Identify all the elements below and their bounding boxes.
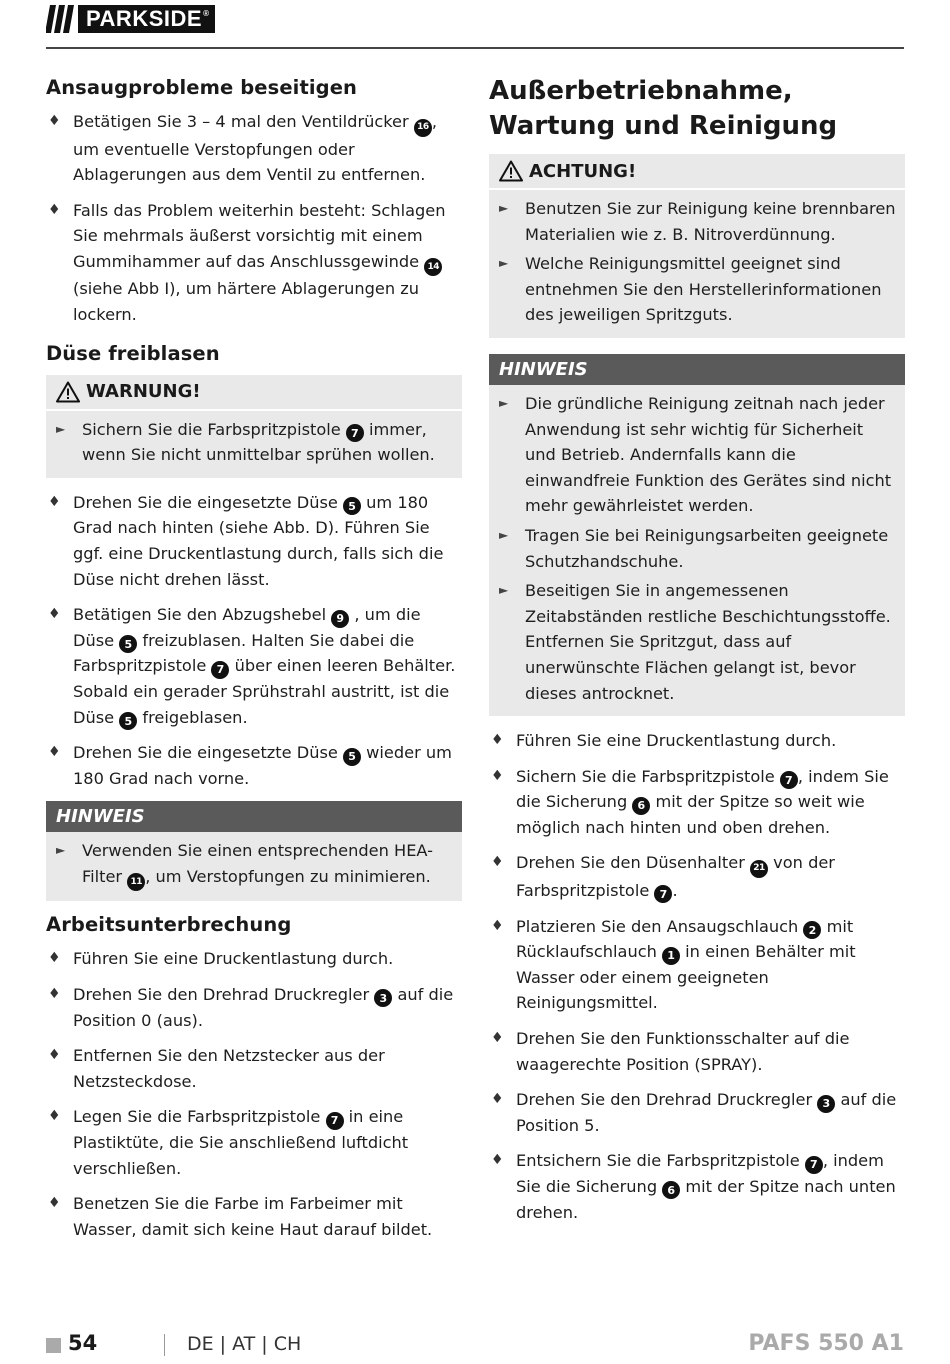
diamond-bullet-icon: ♦ <box>491 732 504 749</box>
list-item-text: Drehen Sie den Drehrad Druckregler <box>516 1090 818 1110</box>
list-item-text: über einen leeren Behälter. Sobald ein gerader Sprühstrahl austritt, ist die Düse <box>73 656 456 727</box>
diamond-bullet-icon: ♦ <box>48 985 61 1002</box>
section-title-arbeitsunterbrechung: Arbeitsunterbrechung <box>46 913 292 937</box>
caution-box <box>489 154 905 338</box>
list-item-text: Betätigen Sie den Abzugshebel <box>73 605 332 625</box>
list-item <box>46 198 462 328</box>
section-title-duese-freiblasen: Düse freiblasen <box>46 341 220 365</box>
part-number-badge: 6 <box>662 1181 680 1199</box>
country-codes: DE | AT | CH <box>187 1333 302 1355</box>
footer-square-icon <box>46 1338 61 1353</box>
list-item-text: Drehen Sie den Funktionsschalter auf die waagerechte Position (SPRAY). <box>516 1028 850 1074</box>
warning-header <box>46 375 462 411</box>
list-item-text: um 180 Grad nach hinten (siehe Abb. D). Führen Sie ggf. eine Druckentlastung durch, falls sich die Düse nicht drehen lässt. <box>73 492 444 589</box>
list-item-text: Führen Sie eine Druckentlastung durch. <box>516 731 837 751</box>
list-item-text: freigeblasen. <box>137 707 248 727</box>
part-number-badge: 6 <box>632 797 650 815</box>
list-item <box>46 1191 462 1242</box>
arrow-bullet-icon: ► <box>499 395 509 410</box>
list-item <box>46 838 462 891</box>
arrow-bullet-icon: ► <box>499 201 509 215</box>
list-ansaugprobleme <box>46 109 462 328</box>
list-item <box>489 764 905 841</box>
header-divider <box>46 47 904 49</box>
diamond-bullet-icon: ♦ <box>48 1047 61 1064</box>
list-item <box>489 850 905 903</box>
list-item-text: , indem Sie die Sicherung <box>516 1151 884 1196</box>
list-item <box>46 1104 462 1181</box>
part-number-badge: 9 <box>331 610 349 628</box>
hint-header-left: HINWEIS <box>46 801 462 832</box>
list-item <box>46 490 462 592</box>
list-item-text: auf die Position 5. <box>516 1090 897 1135</box>
diamond-bullet-icon: ♦ <box>48 1195 61 1212</box>
list-item-text: Sichern Sie die Farbspritzpistole <box>82 419 346 439</box>
warning-list <box>46 411 462 468</box>
arrow-bullet-icon: ► <box>499 527 509 542</box>
list-item <box>489 578 905 706</box>
diamond-bullet-icon: ♦ <box>491 1029 504 1046</box>
list-item-text: Benetzen Sie die Farbe im Farbeimer mit Wasser, damit sich keine Haut darauf bildet. <box>73 1194 433 1239</box>
list-item <box>489 1087 905 1138</box>
list-item-text: Drehen Sie den Drehrad Druckregler <box>73 984 375 1004</box>
part-number-badge: 16 <box>414 119 432 137</box>
list-item <box>489 1026 905 1077</box>
diamond-bullet-icon: ♦ <box>491 1091 504 1108</box>
registered-mark: ® <box>203 9 210 18</box>
list-item-text: Legen Sie die Farbspritzpistole <box>73 1107 326 1127</box>
part-number-badge: 2 <box>803 921 821 939</box>
part-number-badge: 7 <box>211 661 229 679</box>
hint-header-right: HINWEIS <box>489 354 905 385</box>
footer-separator <box>164 1334 165 1356</box>
list-item-text: Drehen Sie die eingesetzte Düse <box>73 492 344 512</box>
parkside-logo <box>46 4 215 34</box>
brand-name: PARKSIDE <box>86 6 203 31</box>
diamond-bullet-icon: ♦ <box>491 854 504 871</box>
list-arbeitsunterbrechung <box>46 946 462 1242</box>
list-item-text: Sichern Sie die Farbspritzpistole <box>516 766 780 786</box>
diamond-bullet-icon: ♦ <box>491 1152 504 1169</box>
diamond-bullet-icon: ♦ <box>491 767 504 784</box>
list-item <box>46 982 462 1033</box>
diamond-bullet-icon: ♦ <box>48 201 61 218</box>
list-item-text: Welche Reinigungsmittel geeignet sind entnehmen Sie den Herstellerinformationen des jeweiligen Spritzguts. <box>525 254 882 325</box>
list-item-text: , um eventuelle Verstopfungen oder Ablagerungen aus dem Ventil zu entfernen. <box>73 112 437 185</box>
list-item-text: mit der Spitze so weit wie möglich nach hinten und oben drehen. <box>516 792 865 837</box>
diamond-bullet-icon: ♦ <box>48 606 61 623</box>
list-item-text: auf die Position 0 (aus). <box>73 984 454 1030</box>
warning-title: WARNUNG! <box>86 381 201 403</box>
section-title-ansaugprobleme: Ansaugprobleme beseitigen <box>46 76 358 99</box>
list-item-text: Die gründliche Reinigung zeitnah nach jeder Anwendung ist sehr wichtig für Sicherheit und Betrieb. Andernfalls kann die einwandfreie Funktion des Gerätes sind nicht mehr gewährleistet werden. <box>525 393 892 516</box>
list-item-text: Verwenden Sie einen entsprechenden HEA-Filter <box>82 841 433 886</box>
list-item-text: Drehen Sie die eingesetzte Düse <box>73 743 344 763</box>
part-number-badge: 1 <box>662 947 680 965</box>
list-item <box>46 740 462 791</box>
list-item-text: Falls das Problem weiterhin besteht: Schlagen Sie mehrmals äußerst vorsichtig mit einem Gummihammer auf das Anschlussgewinde <box>73 200 446 271</box>
part-number-badge: 7 <box>805 1156 823 1174</box>
main-title: Außerbetriebnahme, Wartung und Reinigung <box>489 76 838 141</box>
page-number: 54 <box>68 1331 98 1355</box>
list-item-text: Tragen Sie bei Reinigungsarbeiten geeignete Schutzhandschuhe. <box>525 525 889 571</box>
list-item <box>46 109 462 188</box>
diamond-bullet-icon: ♦ <box>491 917 504 934</box>
list-item <box>489 391 905 519</box>
list-item <box>489 251 905 328</box>
part-number-badge: 14 <box>424 258 442 276</box>
page-footer <box>46 1330 904 1360</box>
list-item-text: . <box>672 880 678 900</box>
part-number-badge: 3 <box>374 989 392 1007</box>
list-item <box>46 602 462 730</box>
part-number-badge: 5 <box>119 712 137 730</box>
list-item-text: in einen Behälter mit Wasser oder einem geeigneten Reinigungsmittel. <box>516 942 856 1013</box>
list-item <box>489 1148 905 1225</box>
hint-list-right <box>489 385 905 706</box>
list-item-text: freizublasen. Halten Sie dabei die Farbspritzpistole <box>73 630 415 676</box>
list-item-text: Entsichern Sie die Farbspritzpistole <box>516 1151 805 1171</box>
warning-box <box>46 375 462 478</box>
caution-header <box>489 154 905 190</box>
arrow-bullet-icon: ► <box>499 583 509 598</box>
arrow-bullet-icon: ► <box>56 421 66 436</box>
list-item-text: Führen Sie eine Druckentlastung durch. <box>73 949 394 969</box>
list-item-text: mit der Spitze nach unten drehen. <box>516 1176 896 1222</box>
model-name: PAFS 550 A1 <box>748 1331 904 1356</box>
list-item-text: wieder um 180 Grad nach vorne. <box>73 743 452 788</box>
part-number-badge: 7 <box>654 885 672 903</box>
list-item <box>489 196 905 247</box>
list-item <box>489 523 905 574</box>
diamond-bullet-icon: ♦ <box>48 1108 61 1125</box>
list-item-text: Entfernen Sie den Netzstecker aus der Netzsteckdose. <box>73 1046 385 1091</box>
list-item-text: von der Farbspritzpistole <box>516 853 835 900</box>
right-column <box>489 70 905 1235</box>
list-item-text: in eine Plastiktüte, die Sie anschließend luftdicht verschließen. <box>73 1107 409 1178</box>
list-reinigung <box>489 728 905 1225</box>
list-item-text: Drehen Sie den Düsenhalter <box>516 853 751 873</box>
list-item-text: immer, wenn Sie nicht unmittelbar sprühen wollen. <box>82 419 435 465</box>
hint-list-left <box>46 832 462 891</box>
diamond-bullet-icon: ♦ <box>48 950 61 967</box>
part-number-badge: 5 <box>343 748 361 766</box>
part-number-badge: 11 <box>127 873 145 891</box>
part-number-badge: 5 <box>119 635 137 653</box>
part-number-badge: 5 <box>343 497 361 515</box>
list-item-text: Betätigen Sie 3 – 4 mal den Ventildrücker <box>73 112 414 131</box>
list-item <box>489 914 905 1016</box>
diamond-bullet-icon: ♦ <box>48 493 61 510</box>
part-number-badge: 7 <box>326 1112 344 1130</box>
caution-title: ACHTUNG! <box>529 160 637 182</box>
arrow-bullet-icon: ► <box>56 843 66 858</box>
part-number-badge: 7 <box>780 771 798 789</box>
diamond-bullet-icon: ♦ <box>48 113 61 129</box>
warning-triangle-icon <box>56 381 80 403</box>
list-item <box>46 1043 462 1094</box>
list-item-text: Benutzen Sie zur Reinigung keine brennbaren Materialien wie z. B. Nitroverdünnung. <box>525 199 896 244</box>
warning-triangle-icon <box>499 160 523 182</box>
list-item-text: , um die Düse <box>73 605 421 650</box>
list-item <box>46 946 462 972</box>
list-item <box>46 417 462 468</box>
left-column <box>46 70 462 1252</box>
part-number-badge: 7 <box>346 424 364 442</box>
logo-stripes-icon <box>46 5 76 33</box>
hint-box-left <box>46 801 462 901</box>
list-item-text: , um Verstopfungen zu minimieren. <box>145 866 431 886</box>
diamond-bullet-icon: ♦ <box>48 744 61 761</box>
list-item-text: Platzieren Sie den Ansaugschlauch <box>516 916 804 936</box>
caution-list <box>489 190 905 328</box>
part-number-badge: 21 <box>750 860 768 878</box>
list-item-text: (siehe Abb I), um härtere Ablagerungen zu lockern. <box>73 279 420 324</box>
list-item-text: mit Rücklaufschlauch <box>516 916 854 962</box>
hint-box-right <box>489 354 905 716</box>
arrow-bullet-icon: ► <box>499 256 509 271</box>
logo-wordmark <box>78 5 215 33</box>
list-item-text: Beseitigen Sie in angemessenen Zeitabständen restliche Beschichtungsstoffe. Entfernen Sie Spritzgut, dass auf unerwünschte Flächen gelangt ist, bevor dieses antrocknet. <box>525 581 891 703</box>
list-item-text: , indem Sie die Sicherung <box>516 766 889 812</box>
list-duese-freiblasen <box>46 490 462 792</box>
list-item <box>489 728 905 754</box>
part-number-badge: 3 <box>817 1095 835 1113</box>
